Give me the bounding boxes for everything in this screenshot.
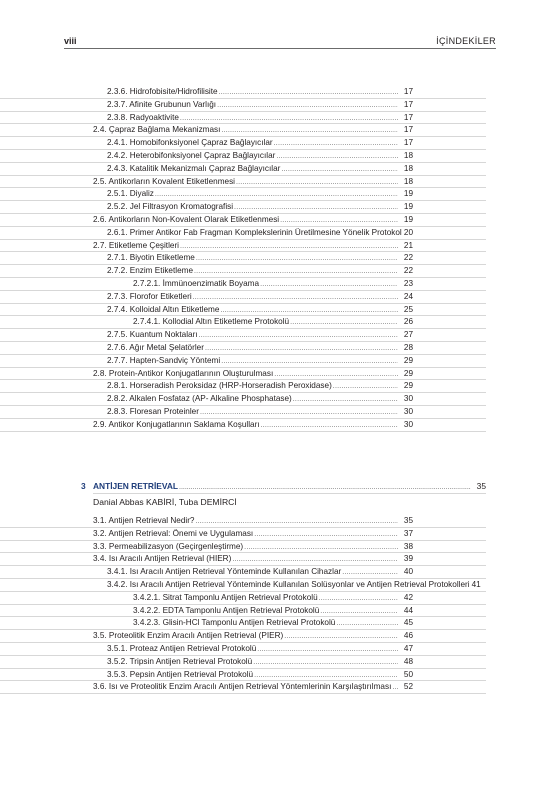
toc-entry-page: 39 [403, 554, 413, 564]
toc-entry-page: 23 [403, 278, 413, 288]
toc-entry[interactable] [0, 304, 486, 317]
toc-entry-page: 22 [403, 253, 413, 263]
toc-entry-page: 48 [403, 656, 413, 666]
toc-entry-page: 28 [403, 342, 413, 352]
toc-entry-page: 19 [403, 214, 413, 224]
chapter-title: ANTİJEN RETRİEVAL [93, 481, 178, 491]
toc-entry-page: 45 [403, 618, 413, 628]
toc-entry-label: 2.5.1. Diyaliz [107, 189, 154, 199]
toc-entry-label: 3.4.2.1. Sitrat Tamponlu Antijen Retrieval Protokolü [133, 592, 318, 602]
toc-entry-label: 3.1. Antijen Retrieval Nedir? [93, 516, 195, 525]
toc-entry-label: 2.7.7. Hapten-Sandviç Yöntemi [107, 355, 221, 365]
toc-entry-page: 29 [403, 368, 413, 378]
toc-entry[interactable] [0, 265, 486, 278]
toc-entry[interactable] [0, 252, 486, 265]
toc-entry-page: 30 [403, 406, 413, 416]
toc-entry[interactable] [0, 617, 486, 630]
toc-entry[interactable] [0, 681, 486, 694]
toc-entry-label: 2.9. Antikor Konjugatlarının Saklama Koşulları [93, 419, 260, 429]
toc-entry-label: 2.7.3. Florofor Etiketleri [107, 291, 192, 301]
toc-entry-page: 25 [403, 304, 413, 314]
toc-entry[interactable] [0, 515, 486, 528]
toc-entry-label: 2.8.2. Alkalen Fosfataz (AP- Alkaline Phosphatase) [107, 394, 292, 404]
toc-entry-label: 2.3.6. Hidrofobisite/Hidrofilisite [107, 87, 218, 96]
toc-entry-page: 19 [403, 202, 413, 212]
toc-entry-page: 40 [403, 567, 413, 577]
toc-entry-label: 2.5.2. Jel Filtrasyon Kromatografisi [107, 202, 234, 212]
toc-entry-page: 30 [403, 394, 413, 404]
toc-entry-page: 24 [403, 291, 413, 301]
toc-entry[interactable] [0, 214, 486, 227]
toc-entry-page: 17 [403, 125, 413, 135]
toc-entry-page: 18 [403, 163, 413, 173]
toc-entry-label: 3.4. Isı Aracılı Antijen Retrieval (HIER) [93, 554, 232, 564]
toc-entry[interactable] [0, 406, 486, 419]
toc-entry-label: 2.7.2. Enzim Etiketleme [107, 266, 194, 276]
running-title: İÇİNDEKİLER [436, 36, 496, 46]
toc-entry-page: 35 [403, 516, 413, 525]
leader-dots [392, 682, 398, 695]
toc-entry-label: 3.5.1. Proteaz Antijen Retrieval Protokolü [107, 643, 257, 653]
toc-entry-page: 41 [471, 579, 481, 589]
toc-entry[interactable] [0, 605, 486, 618]
toc-entry-label: 2.4. Çapraz Bağlama Mekanizması [93, 125, 221, 135]
toc-entry-label: 3.5.3. Pepsin Antijen Retrieval Protokolü [107, 669, 254, 679]
toc-entry-label: 2.6.1. Primer Antikor Fab Fragman Komplekslerinin Üretilmesine Yönelik Protokol [107, 227, 402, 237]
toc-entry-label: 3.6. Isı ve Proteolitik Enzim Aracılı Antijen Retrieval Yöntemlerinin Karşılaştırılması [93, 682, 392, 692]
toc-entry-label: 2.4.3. Katalitik Mekanizmalı Çapraz Bağlayıcılar [107, 163, 281, 173]
toc-entry-label: 2.7.4.1. Kollodial Altın Etiketleme Protokolü [133, 317, 290, 327]
toc-entry[interactable] [0, 176, 486, 189]
toc-entry-page: 18 [403, 176, 413, 186]
toc-entry[interactable] [0, 163, 486, 176]
toc-entry[interactable] [0, 553, 486, 566]
toc-entry[interactable] [0, 355, 486, 368]
toc-entry-label: 2.4.2. Heterobifonksiyonel Çapraz Bağlayıcılar [107, 150, 276, 160]
toc-entry-page: 29 [403, 355, 413, 365]
toc-entry[interactable] [0, 112, 486, 125]
toc-entry[interactable] [0, 541, 486, 554]
toc-entry-page: 27 [403, 330, 413, 340]
toc-entry-label: 2.6. Antikorların Non-Kovalent Olarak Etiketlenmesi [93, 214, 280, 224]
chapter-page: 35 [476, 481, 486, 491]
toc-entry-page: 47 [403, 643, 413, 653]
toc-entry-page: 19 [403, 189, 413, 199]
toc-entry-page: 38 [403, 541, 413, 551]
toc-entry[interactable] [0, 137, 486, 150]
toc-entry-label: 2.7.4. Kolloidal Altın Etiketleme [107, 304, 220, 314]
toc-entry[interactable] [0, 393, 486, 406]
toc-entry[interactable] [0, 368, 486, 381]
toc-entry-page: 18 [403, 150, 413, 160]
toc-entry-label: 2.3.7. Afinite Grubunun Varlığı [107, 99, 217, 109]
toc-entry-page: 44 [403, 605, 413, 615]
toc-entry[interactable] [0, 342, 486, 355]
chapter-number: 3 [81, 481, 86, 491]
toc-entry-label: 3.4.1. Isı Aracılı Antijen Retrieval Yönteminde Kullanılan Cihazlar [107, 567, 342, 577]
leader-dots [179, 481, 471, 494]
toc-entry[interactable] [0, 528, 486, 541]
toc-entry[interactable] [0, 150, 486, 163]
toc-entry[interactable] [0, 240, 486, 253]
toc-entry[interactable] [0, 669, 486, 682]
toc-entry[interactable] [0, 630, 486, 643]
toc-entry[interactable] [0, 656, 486, 669]
toc-entry-label: 2.5. Antikorların Kovalent Etiketlenmesi [93, 176, 235, 186]
chapter-heading[interactable] [81, 480, 486, 494]
toc-entry-label: 2.8. Protein-Antikor Konjugatlarının Oluşturulması [93, 368, 274, 378]
toc-entry[interactable] [0, 278, 486, 291]
toc-entry[interactable] [0, 227, 486, 240]
toc-entry-label: 2.4.1. Homobifonksiyonel Çapraz Bağlayıcılar [107, 138, 273, 148]
toc-entry-page: 17 [403, 87, 413, 96]
toc-entry-label: 3.4.2.3. Glisin-HCl Tamponlu Antijen Retrieval Protokolü [133, 618, 336, 628]
chapter-authors: Danial Abbas KABİRİ, Tuba DEMİRCİ [93, 497, 237, 507]
toc-entry-label: 2.7.5. Kuantum Noktaları [107, 330, 198, 340]
toc-entry[interactable] [0, 124, 486, 137]
toc-entry-label: 3.4.2.2. EDTA Tamponlu Antijen Retrieval Protokolü [133, 605, 320, 615]
toc-entry-label: 2.8.1. Horseradish Peroksidaz (HRP-Horseradish Peroxidase) [107, 381, 332, 391]
toc-entry-page: 42 [403, 592, 413, 602]
toc-entry-page: 22 [403, 266, 413, 276]
toc-entry[interactable] [0, 188, 486, 201]
toc-entry[interactable] [0, 99, 486, 112]
toc-entry[interactable] [0, 316, 486, 329]
toc-entry[interactable] [0, 579, 486, 592]
toc-entry[interactable] [0, 329, 486, 342]
toc-entry[interactable] [0, 643, 486, 656]
page-number: viii [64, 36, 77, 46]
toc-list-chapter-3 [0, 515, 559, 694]
toc-entry-page: 52 [403, 682, 413, 692]
toc-entry-label: 2.7.6. Ağır Metal Şelatörler [107, 342, 204, 352]
toc-entry[interactable] [0, 201, 486, 214]
toc-entry-page: 26 [403, 317, 413, 327]
toc-entry-page: 30 [403, 419, 413, 429]
toc-entry-label: 3.2. Antijen Retrieval: Önemi ve Uygulaması [93, 528, 254, 538]
toc-entry[interactable] [0, 566, 486, 579]
toc-entry-label: 3.4.2. Isı Aracılı Antijen Retrieval Yönteminde Kullanılan Solüsyonlar ve Antijen Retrieval Protokolleri [107, 579, 470, 589]
toc-entry-page: 17 [403, 138, 413, 148]
toc-entry-label: 2.8.3. Floresan Proteinler [107, 406, 199, 416]
toc-entry-label: 3.5. Proteolitik Enzim Aracılı Antijen Retrieval (PIER) [93, 631, 284, 641]
toc-entry-page: 20 [403, 227, 413, 237]
header-rule [64, 48, 496, 49]
toc-entry[interactable] [0, 291, 486, 304]
toc-entry-page: 46 [403, 631, 413, 641]
toc-entry-page: 50 [403, 669, 413, 679]
toc-entry-page: 17 [403, 112, 413, 122]
toc-entry[interactable] [0, 86, 486, 99]
toc-entry-label: 2.3.8. Radyoaktivite [107, 112, 179, 122]
toc-entry-label: 2.7.1. Biyotin Etiketleme [107, 253, 195, 263]
toc-entry[interactable] [0, 380, 486, 393]
toc-entry[interactable] [0, 419, 486, 432]
toc-entry-label: 3.3. Permeabilizasyon (Geçirgenleştirme) [93, 541, 244, 551]
toc-entry-label: 3.5.2. Tripsin Antijen Retrieval Protokolü [107, 656, 253, 666]
toc-entry-label: 2.7. Etiketleme Çeşitleri [93, 240, 180, 250]
toc-entry-label: 2.7.2.1. İmmünoenzimatik Boyama [133, 278, 260, 288]
toc-entry-page: 37 [403, 528, 413, 538]
leader-dots [261, 420, 398, 433]
toc-entry-page: 21 [403, 240, 413, 250]
toc-entry-page: 17 [403, 99, 413, 109]
toc-list-chapter-2 [0, 86, 559, 432]
toc-entry-page: 29 [403, 381, 413, 391]
toc-entry[interactable] [0, 592, 486, 605]
